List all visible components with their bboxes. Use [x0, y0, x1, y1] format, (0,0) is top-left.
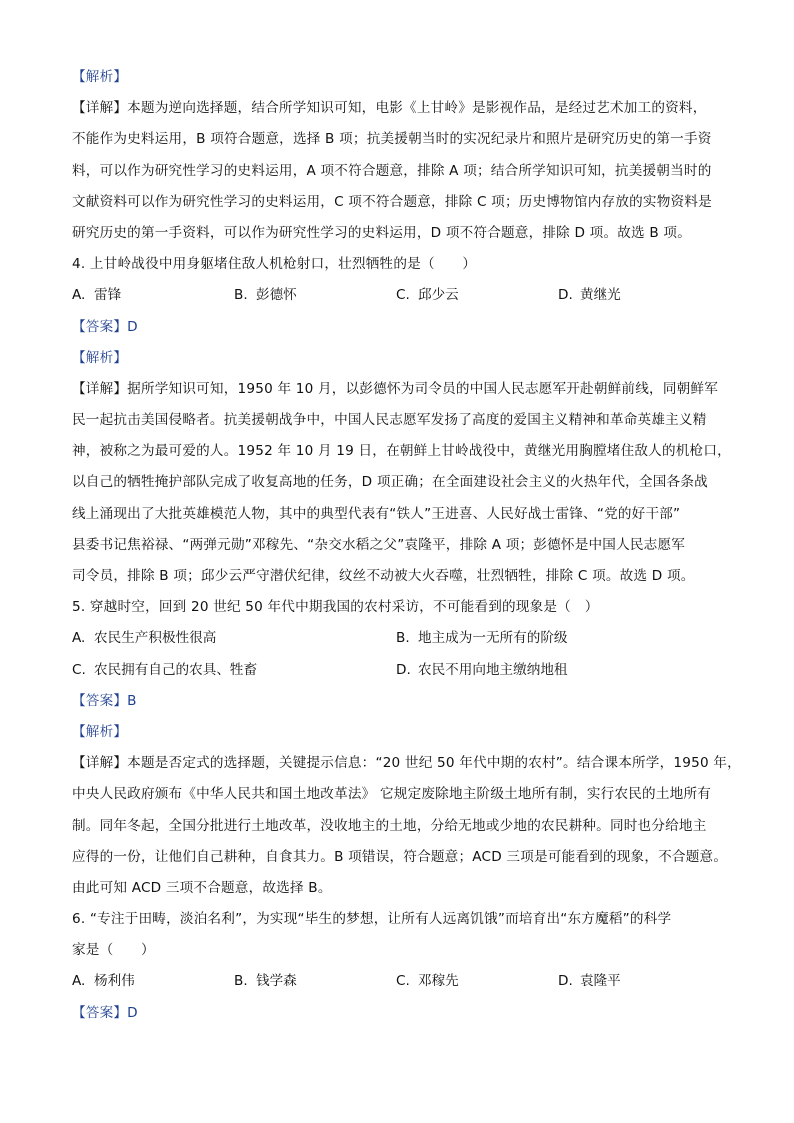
option-text: 邱少云	[418, 287, 459, 304]
q3-detail-paragraph	[72, 93, 742, 249]
option-text: 彭德怀	[256, 287, 297, 304]
q4-analysis-label: 【解析】	[72, 349, 128, 366]
q6-option-d	[558, 966, 720, 997]
q4-option-a	[72, 280, 234, 311]
q5-options-row-2	[72, 655, 742, 686]
q4-detail-paragraph	[72, 374, 742, 592]
option-letter: A.	[72, 630, 86, 647]
option-text: 杨利伟	[94, 973, 135, 990]
q3-detail-line: 不能作为史料运用，B 项符合题意，选择 B 项；抗美援朝当时的实况纪录片和照片是研究历史的第一手资	[72, 131, 712, 148]
q4-detail-line: 以自己的牺牲掩护部队完成了收复高地的任务，D 项正确；在全面建设社会主义的火热年代，全国各条战	[72, 474, 708, 491]
q6-stem-line: 6. “专注于田畴，淡泊名利”，为实现“毕生的梦想，让所有人远离饥饿”而培育出“东方魔稻”的科学	[72, 911, 672, 928]
q4-option-d	[558, 280, 720, 311]
option-text: 邓稼先	[418, 973, 459, 990]
q4-detail-line: 民一起抗击美国侵略者。抗美援朝战争中，中国人民志愿军发扬了高度的爱国主义精神和革命英雄主义精	[72, 412, 707, 429]
q6-option-c	[396, 966, 558, 997]
q6-answer: 【答案】D	[72, 1004, 138, 1021]
q5-options-row-1	[72, 623, 742, 654]
q6-options	[72, 966, 742, 997]
option-letter: B.	[234, 287, 248, 304]
option-text: 农民生产积极性很高	[94, 630, 217, 647]
option-text: 黄继光	[580, 287, 621, 304]
option-letter: A.	[72, 973, 86, 990]
q3-detail-line: 料，可以作为研究性学习的史料运用，A 项不符合题意，排除 A 项；结合所学知识可知，抗美援朝当时的	[72, 162, 712, 179]
q4-detail-line: 县委书记焦裕禄、“两弹元勋”邓稼先、“杂交水稻之父”袁隆平，排除 A 项；彭德怀是中国人民志愿军	[72, 536, 686, 553]
option-letter: C.	[396, 287, 410, 304]
option-letter: C.	[396, 973, 410, 990]
q4-option-b	[234, 280, 396, 311]
q3-detail-line: 文献资料可以作为研究性学习的史料运用，C 项不符合题意，排除 C 项；历史博物馆内存放的实物资料是	[72, 193, 712, 210]
q5-detail-line: 应得的一份，让他们自己耕种，自食其力。B 项错误，符合题意；ACD 三项是可能看到的现象，不合题意。	[72, 848, 728, 865]
q6-option-a	[72, 966, 234, 997]
option-letter: D.	[558, 287, 573, 304]
q6-stem-line: 家是（ ）	[72, 942, 155, 959]
q3-detail-line: 研究历史的第一手资料，可以作为研究性学习的史料运用，D 项不符合题意，排除 D 项。故选 B 项。	[72, 224, 692, 241]
q5-analysis-label: 【解析】	[72, 723, 128, 740]
q3-detail-line: 【详解】本题为逆向选择题，结合所学知识可知，电影《上甘岭》是影视作品，是经过艺术加工的资料，	[72, 100, 707, 117]
q6-option-b	[234, 966, 396, 997]
option-letter: A.	[72, 287, 86, 304]
q5-option-a	[72, 623, 396, 654]
q4-option-c	[396, 280, 558, 311]
q4-answer: 【答案】D	[72, 318, 138, 335]
option-letter: D.	[558, 973, 573, 990]
q5-detail-line: 中央人民政府颁布《中华人民共和国土地改革法》 它规定废除地主阶级土地所有制，实行农民的土地所有	[72, 786, 712, 803]
option-text: 袁隆平	[580, 973, 621, 990]
q5-option-b	[396, 623, 720, 654]
option-letter: C.	[72, 661, 86, 678]
q4-stem: 4. 上甘岭战役中用身躯堵住敌人机枪射口，壮烈牺牲的是（ ）	[72, 256, 477, 273]
q4-options	[72, 280, 742, 311]
q5-detail-line: 由此可知 ACD 三项不合题意，故选择 B。	[72, 879, 332, 896]
option-text: 钱学森	[256, 973, 297, 990]
q5-option-c	[72, 655, 396, 686]
option-text: 地主成为一无所有的阶级	[418, 630, 568, 647]
q5-detail-paragraph	[72, 748, 742, 904]
option-letter: B.	[396, 630, 410, 647]
q4-detail-line: 【详解】据所学知识可知，1950 年 10 月，以彭德怀为司令员的中国人民志愿军开赴朝鲜前线，同朝鲜军	[72, 380, 718, 397]
option-letter: B.	[234, 973, 248, 990]
option-text: 农民拥有自己的农具、牲畜	[94, 661, 258, 678]
q4-detail-line: 神，被称之为最可爱的人。1952 年 10 月 19 日，在朝鲜上甘岭战役中，黄继光用胸膛堵住敌人的机枪口，	[72, 443, 731, 460]
q4-detail-line: 线上涌现出了大批英雄模范人物，其中的典型代表有“铁人”王进喜、人民好战士雷锋、“党的好干部”	[72, 505, 681, 522]
q5-detail-line: 【详解】本题是否定式的选择题，关键提示信息：“20 世纪 50 年代中期的农村”。结合课本所学，1950 年，	[72, 755, 741, 772]
q5-stem: 5. 穿越时空，回到 20 世纪 50 年代中期我国的农村采访，不可能看到的现象是（ ）	[72, 599, 599, 616]
option-text: 农民不用向地主缴纳地租	[418, 661, 568, 678]
q5-detail-line: 制。同年冬起，全国分批进行土地改革，没收地主的土地，分给无地或少地的农民耕种。同时也分给地主	[72, 817, 707, 834]
q5-option-d	[396, 655, 720, 686]
q4-detail-line: 司令员，排除 B 项；邱少云严守潜伏纪律，纹丝不动被大火吞噬，壮烈牺牲，排除 C 项。故选 D 项。	[72, 568, 695, 584]
option-text: 雷锋	[94, 287, 122, 304]
option-letter: D.	[396, 661, 411, 678]
q5-answer: 【答案】B	[72, 692, 137, 709]
analysis-label: 【解析】	[72, 69, 128, 85]
